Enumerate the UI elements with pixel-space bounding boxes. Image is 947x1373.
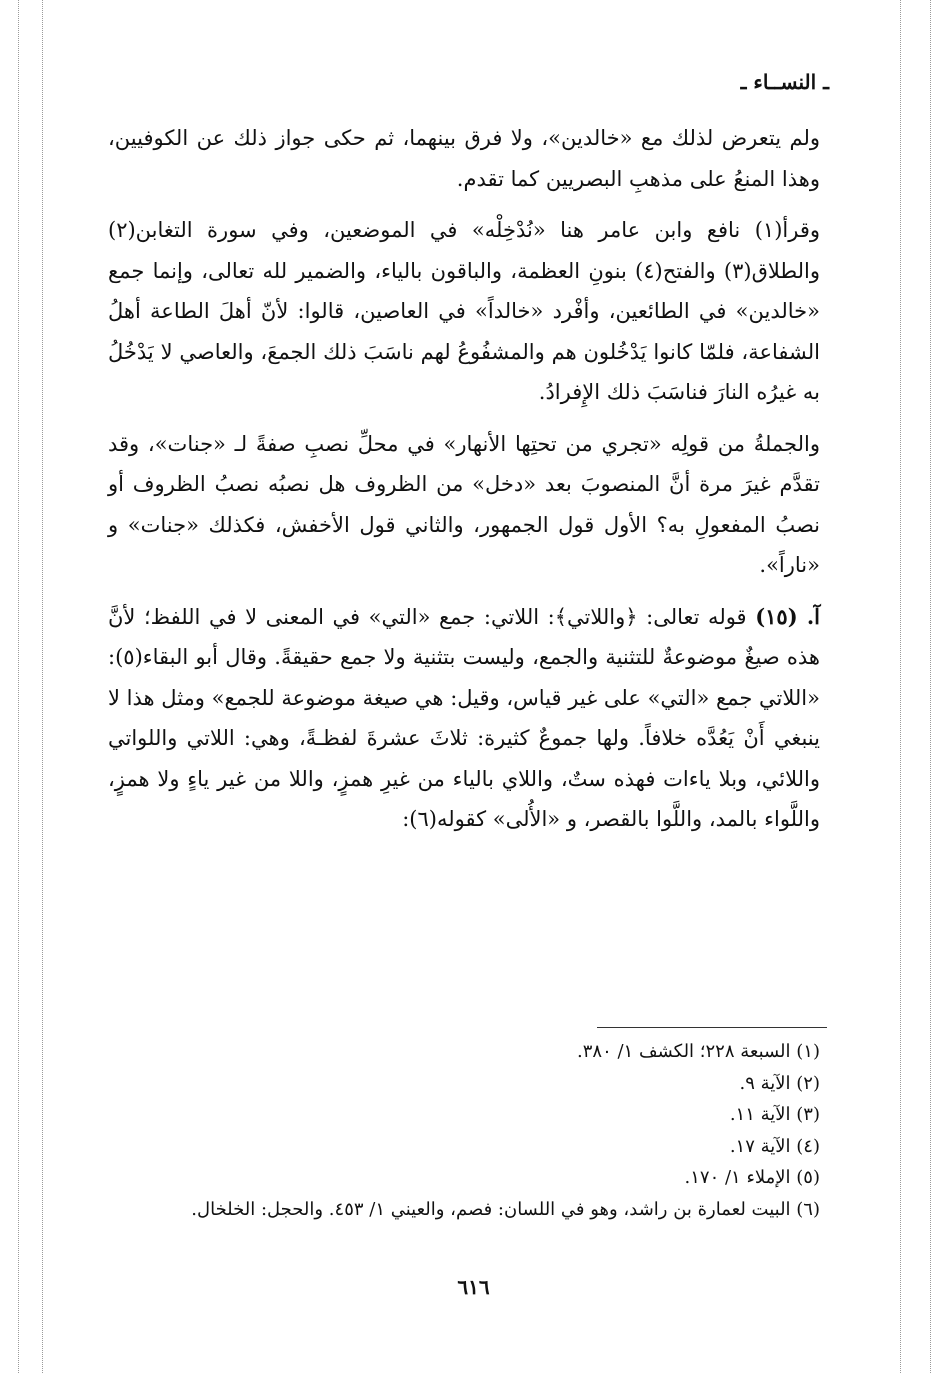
margin-dotted-line (900, 0, 901, 1373)
margin-dotted-line (930, 0, 931, 1373)
page-number: ٦١٦ (457, 1275, 490, 1299)
running-head: ـ النســاء ـ (740, 70, 829, 94)
verse-reference: آ. (١٥) (755, 603, 820, 629)
margin-dotted-line (42, 0, 43, 1373)
footnote-2: (٢) الآية ٩. (739, 1072, 820, 1094)
paragraph-1: ولم يتعرض لذلك مع «خالدين»، ولا فرق بينهما، ثم حكى جواز ذلك عن الكوفيين، وهذا المنعُ على مذهبِ البصريين كما تقدم. (108, 126, 820, 191)
margin-dotted-line (18, 0, 19, 1373)
paragraph-4 (108, 597, 820, 840)
main-text (108, 118, 820, 851)
footnote-6: (٦) البيت لعمارة بن راشد، وهو في اللسان: فصم، والعيني ١/ ٤٥٣. والحجل: الخلخال. (191, 1198, 820, 1220)
paragraph-3: والجملةُ من قولِه «تجري من تحتِها الأنهار» في محلِّ نصبِ صفةً لـ «جنات»، وقد تقدَّم غيرَ مرة أنَّ المنصوبَ بعد «دخل» من الظروف هل نصبُه نصبُ الظروف أو نصبُ المفعولِ به؟ الأول قول الجمهور، والثاني قول الأخفش، فكذلك «جنات» و «ناراً». (108, 431, 820, 577)
footnote-divider (597, 1027, 827, 1028)
footnote-4: (٤) الآية ١٧. (729, 1135, 820, 1157)
paragraph-4-text: قوله تعالى: ﴿واللاتي﴾: اللاتي: جمع «التي» في المعنى لا في اللفظ؛ لأنَّ هذه صيغٌ موضوعةٌ للتثنية والجمع، وليست بتثنية ولا جمع حقيقةً. وقال أبو البقاء(٥): «اللاتي جمع «التي» على غير قياس، وقيل: هي صيغة موضوعة للجمع» ومثل هذا لا ينبغي أَنْ يَعُدَّه خلافاً. ولها جموعٌ كثيرة: ثلاثَ عشرةَ لفظـةً، وهي: اللاتي واللواتي واللائي، وبلا ياءات فهذه ستٌ، واللاي بالياء من غيرِ همزٍ، واللا من غير ياءٍ ولا همزٍ، واللَّواء بالمد، واللَّوا بالقصر، و «الأُلى» كقوله(٦): (108, 604, 820, 831)
footnote-5: (٥) الإملاء ١/ ١٧٠. (684, 1167, 820, 1188)
footnote-3: (٣) الآية ١١. (729, 1104, 820, 1125)
footnotes (108, 1036, 820, 1225)
footnote-1: (١) السبعة ٢٢٨؛ الكشف ١/ ٣٨٠. (577, 1041, 820, 1062)
paragraph-2: وقرأ(١) نافع وابن عامر هنا «نُدْخِلْه» في الموضعين، وفي سورة التغابن(٢) والطلاق(٣) والفتح(٤) بنونِ العظمة، والباقون بالياء، والضمير لله تعالى، وإنما جمع «خالدين» في الطائعين، وأفْرد «خالداً» في العاصين، قالوا: لأنّ أهلَ الطاعة أهلُ الشفاعة، فلمّا كانوا يَدْخُلون هم والمشفُوعُ لهم ناسَبَ ذلك الجمعَ، والعاصي لا يَدْخُلُ به غيرُه النارَ فناسَبَ ذلك الإِفرادُ. (108, 218, 820, 404)
